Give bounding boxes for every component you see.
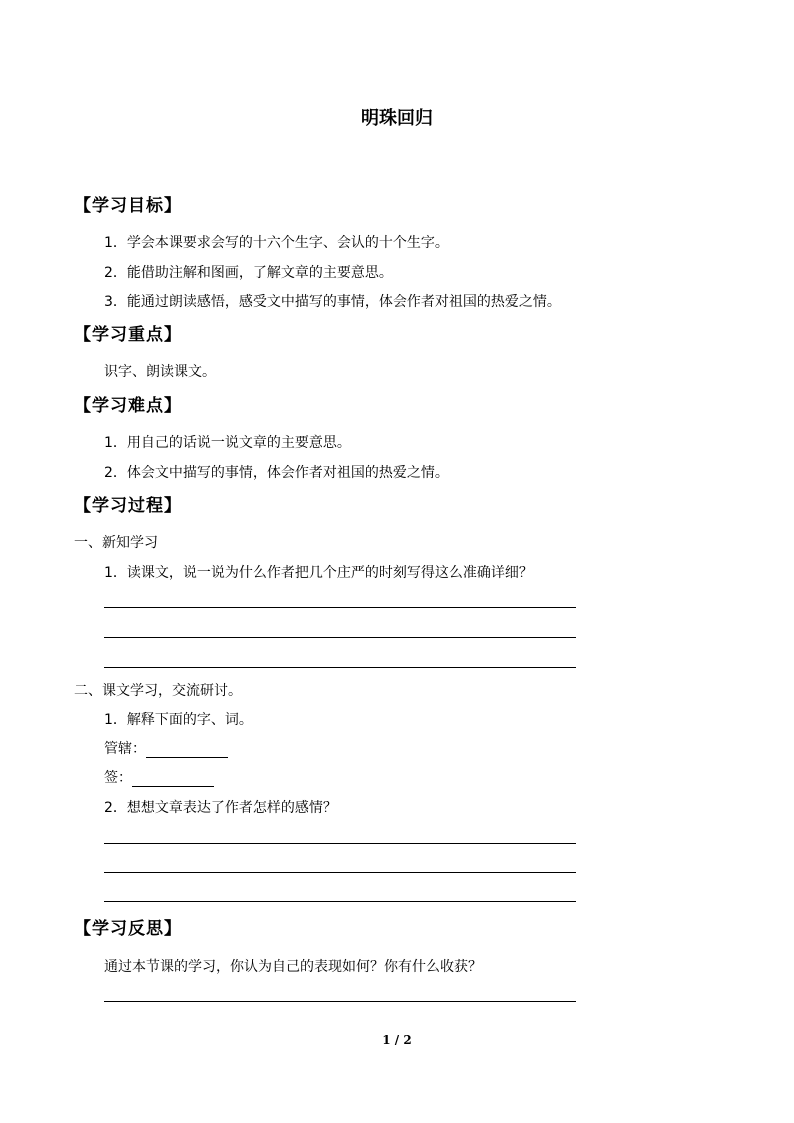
reflection-heading: 【学习反思】 [74,919,182,939]
part1-title: 一、新知学习 [74,535,158,551]
answer-line[interactable] [104,637,576,638]
part1-question-1: 1．读课文，说一说为什么作者把几个庄严的时刻写得这么准确详细？ [104,565,533,581]
goal-item-3: 3．能通过朗读感悟，感受文中描写的事情，体会作者对祖国的热爱之情。 [104,294,561,310]
goals-heading: 【学习目标】 [74,196,182,216]
part2-question-1: 1．解释下面的字、词。 [104,712,253,728]
difficulties-heading: 【学习难点】 [74,396,182,416]
goal-item-1: 1．学会本课要求会写的十六个生字、会认的十个生字。 [104,235,449,251]
process-heading: 【学习过程】 [74,496,182,516]
page-number: 1 / 2 [382,1033,412,1047]
word-qian-label: 签： [104,770,132,786]
difficulty-item-1: 1．用自己的话说一说文章的主要意思。 [104,435,351,451]
word-guanxia-blank[interactable] [146,742,228,758]
word-guanxia [104,738,228,758]
word-qian-blank[interactable] [132,771,214,787]
key-points-heading: 【学习重点】 [74,325,182,345]
answer-line[interactable] [104,1001,576,1002]
word-guanxia-label: 管辖： [104,741,146,757]
key-points-text: 识字、朗读课文。 [104,364,216,380]
answer-line[interactable] [104,843,576,844]
part2-title: 二、课文学习，交流研讨。 [74,683,242,699]
answer-line[interactable] [104,607,576,608]
word-qian [104,767,214,787]
answer-line[interactable] [104,901,576,902]
document-title: 明珠回归 [361,108,433,129]
reflection-text: 通过本节课的学习，你认为自己的表现如何？你有什么收获？ [104,959,482,975]
answer-line[interactable] [104,667,576,668]
part2-question-2: 2．想想文章表达了作者怎样的感情？ [104,800,337,816]
goal-item-2: 2．能借助注解和图画，了解文章的主要意思。 [104,265,393,281]
answer-line[interactable] [104,872,576,873]
difficulty-item-2: 2．体会文中描写的事情，体会作者对祖国的热爱之情。 [104,465,449,481]
